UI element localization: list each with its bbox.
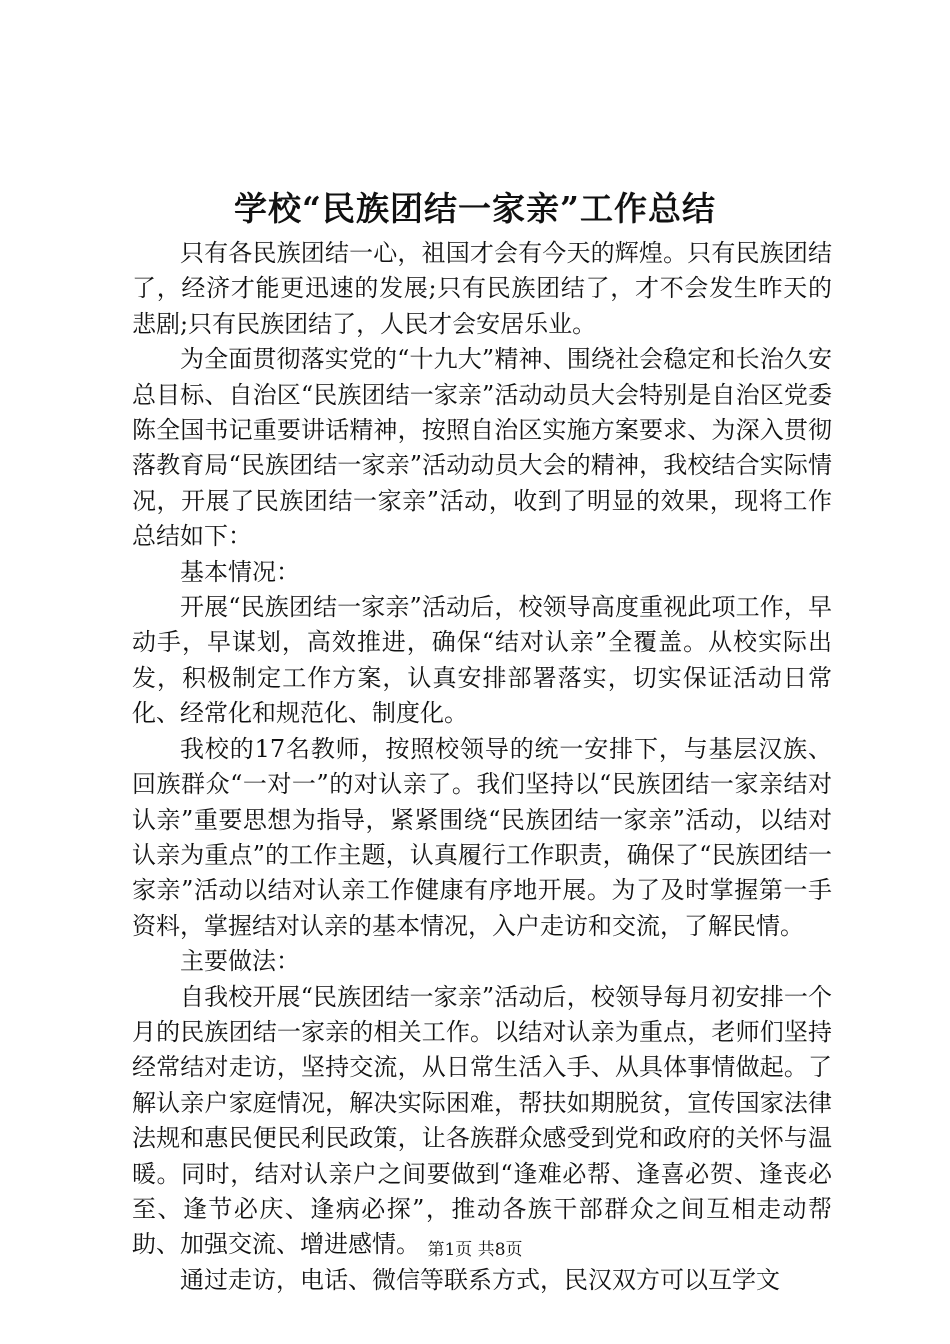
paragraph-basic-2: 我校的17名教师，按照校领导的统一安排下，与基层汉族、回族群众“一对一”的对认亲了。我们坚持以“民族团结一家亲结对认亲”重要思想为指导，紧紧围绕“民族团结一家亲”活动，以结对认亲为重点”的工作主题，认真履行工作职责，确保了“民族团结一家亲”活动以结对认亲工作健康有序地开展。为了及时掌握第一手资料，掌握结对认亲的基本情况，入户走访和交流，了解民情。 <box>132 734 832 940</box>
paragraph-basic-1: 开展“民族团结一家亲”活动后，校领导高度重视此项工作，早动手，早谋划，高效推进，确保“结对认亲”全覆盖。从校实际出发，积极制定工作方案，认真安排部署落实，切实保证活动日常化、经常化和规范化、制度化。 <box>132 593 832 728</box>
section-heading-methods: 主要做法： <box>180 947 300 976</box>
section-heading-basic: 基本情况： <box>180 557 300 586</box>
paragraph-purpose: 为全面贯彻落实党的“十九大”精神、围绕社会稳定和长治久安总目标、自治区“民族团结一家亲”活动动员大会特别是自治区党委陈全国书记重要讲话精神，按照自治区实施方案要求、为深入贯彻落教育局“民族团结一家亲”活动动员大会的精神，我校结合实际情况，开展了民族团结一家亲”活动，收到了明显的效果，现将工作总结如下： <box>132 345 832 551</box>
paragraph-intro: 只有各民族团结一心，祖国才会有今天的辉煌。只有民族团结了，经济才能更迅速的发展;只有民族团结了，才不会发生昨天的悲剧;只有民族团结了，人民才会安居乐业。 <box>132 239 832 338</box>
paragraph-methods-1: 自我校开展“民族团结一家亲”活动后，校领导每月初安排一个月的民族团结一家亲的相关工作。以结对认亲为重点，老师们坚持经常结对走访，坚持交流，从日常生活入手、从具体事情做起。了解认亲户家庭情况，解决实际困难，帮扶如期脱贫，宣传国家法律法规和惠民便民利民政策，让各族群众感受到党和政府的关怀与温暖。同时，结对认亲户之间要做到“逢难必帮、逢喜必贺、逢丧必至、逢节必庆、逢病必探”，推动各族干部群众之间互相走动帮助、加强交流、增进感情。 <box>132 982 832 1259</box>
document-title: 学校“民族团结一家亲”工作总结 <box>234 189 716 228</box>
page-number: 第1页 共8页 <box>427 1240 523 1260</box>
paragraph-methods-2: 通过走访，电话、微信等联系方式，民汉双方可以互学文 <box>180 1265 780 1294</box>
document-body <box>132 236 832 1298</box>
